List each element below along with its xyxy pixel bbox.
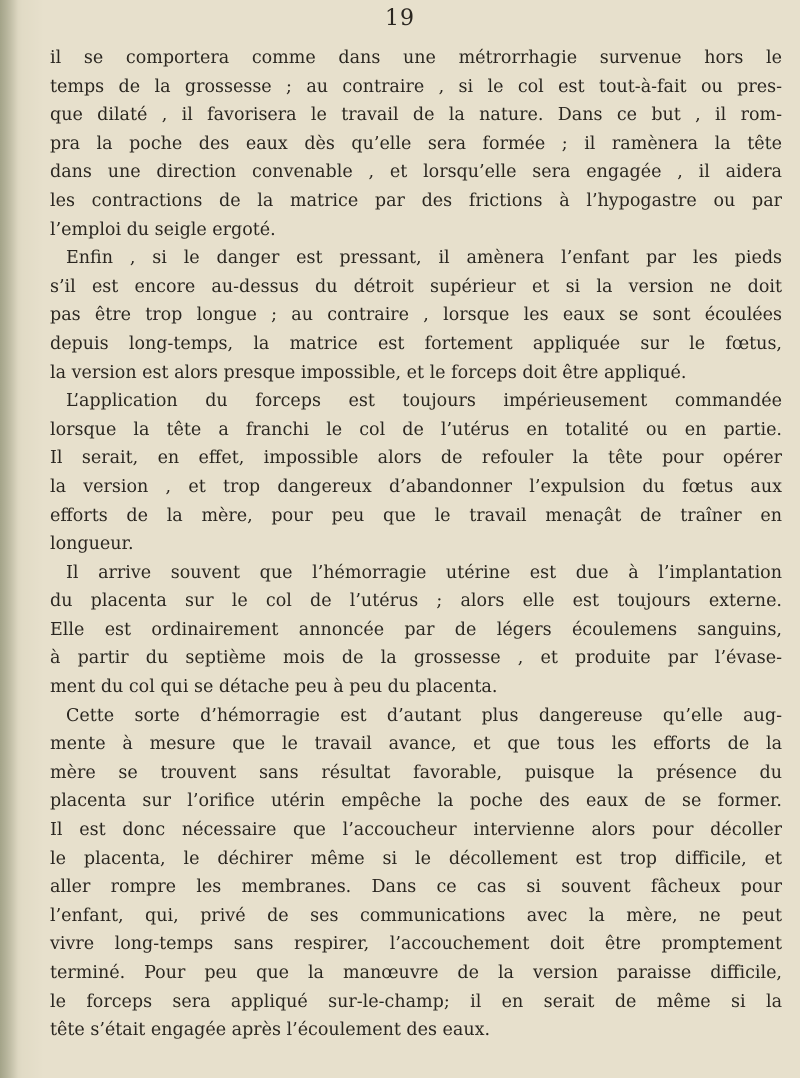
text-line: temps de la grossesse ; au contraire , si le col est tout-à-fait ou pres-	[50, 76, 782, 97]
text-line: la version est alors presque impossible, et le forceps doit être appliqué.	[50, 362, 687, 383]
text-line: Cette sorte d’hémorragie est d’autant plus dangereuse qu’elle aug-	[66, 705, 782, 726]
text-line: il se comportera comme dans une métrorrhagie survenue hors le	[50, 48, 782, 68]
text-line: aller rompre les membranes. Dans ce cas si souvent fâcheux pour	[50, 877, 782, 898]
text-line: à partir du septième mois de la grossesse , et produite par l’évase-	[50, 648, 782, 669]
text-line: les contractions de la matrice par des frictions à l’hypogastre ou par	[50, 190, 782, 211]
text-line: ment du col qui se détache peu à peu du placenta.	[50, 677, 498, 698]
text-line: mente à mesure que le travail avance, et que tous les efforts de la	[50, 734, 782, 755]
text-line: terminé. Pour peu que la manœuvre de la version paraisse difficile,	[50, 963, 782, 983]
text-line: pas être trop longue ; au contraire , lorsque les eaux se sont écoulées	[50, 305, 782, 326]
text-line: depuis long-temps, la matrice est fortement appliquée sur le fœtus,	[50, 333, 782, 354]
text-line: que dilaté , il favorisera le travail de la nature. Dans ce but , il rom-	[50, 105, 782, 126]
text-line: Il est donc nécessaire que l’accoucheur intervienne alors pour décoller	[50, 820, 782, 841]
binding-gutter-shadow	[0, 0, 18, 1078]
text-line: pra la poche des eaux dès qu’elle sera formée ; il ramènera la tête	[50, 133, 782, 154]
text-line: dans une direction convenable , et lorsqu’elle sera engagée , il aidera	[50, 162, 782, 183]
body-text	[50, 44, 782, 1045]
text-line: Elle est ordinairement annoncée par de légers écoulemens sanguins,	[50, 619, 782, 640]
text-line: la version , et trop dangereux d’abandonner l’expulsion du fœtus aux	[50, 476, 782, 497]
text-line: mère se trouvent sans résultat favorable, puisque la présence du	[50, 762, 782, 783]
text-line: s’il est encore au-dessus du détroit supérieur et si la version ne doit	[50, 276, 782, 297]
text-line: le forceps sera appliqué sur-le-champ; il en serait de même si la	[50, 991, 782, 1012]
text-line: lorsque la tête a franchi le col de l’utérus en totalité ou en partie.	[50, 419, 782, 440]
text-line: l’emploi du seigle ergoté.	[50, 219, 276, 240]
text-line: L’application du forceps est toujours impérieusement commandée	[66, 391, 782, 412]
text-line: le placenta, le déchirer même si le décollement est trop difficile, et	[50, 848, 782, 869]
text-line: tête s’était engagée après l’écoulement des eaux.	[50, 1020, 491, 1041]
text-line: Il serait, en effet, impossible alors de refouler la tête pour opérer	[50, 448, 782, 469]
text-line: placenta sur l’orifice utérin empêche la poche des eaux de se former.	[50, 791, 782, 812]
page-number: 19	[385, 6, 415, 31]
text-line: du placenta sur le col de l’utérus ; alors elle est toujours externe.	[50, 591, 782, 612]
text-line: efforts de la mère, pour peu que le travail menaçât de traîner en	[50, 505, 782, 526]
text-line: longueur.	[50, 534, 134, 555]
text-line: vivre long-temps sans respirer, l’accouchement doit être promptement	[50, 934, 782, 955]
text-line: l’enfant, qui, privé de ses communications avec la mère, ne peut	[50, 905, 782, 926]
text-line: Enfin , si le danger est pressant, il amènera l’enfant par les pieds	[66, 248, 782, 269]
text-line: Il arrive souvent que l’hémorragie utérine est due à l’implantation	[66, 562, 782, 583]
